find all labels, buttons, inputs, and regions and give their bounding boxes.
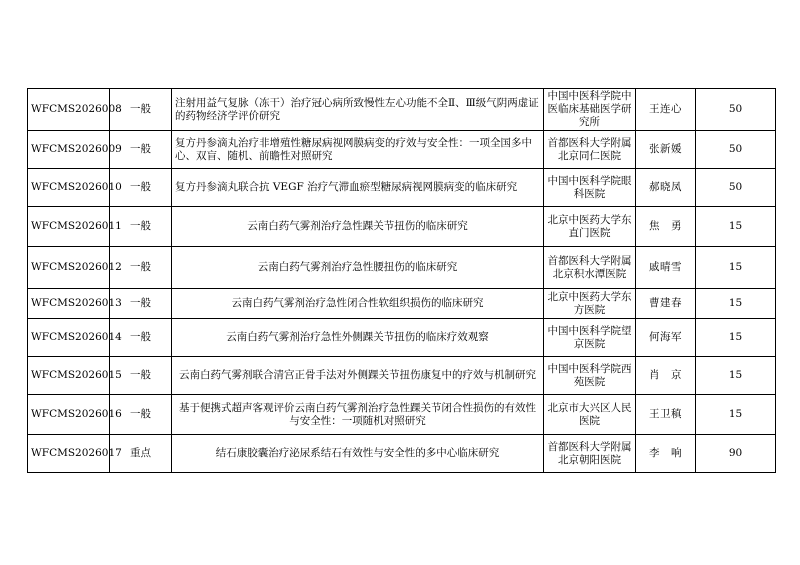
project-institution: 首都医科大学附属北京积水潭医院: [544, 247, 636, 289]
project-institution: 北京中医药大学东方医院: [544, 289, 636, 319]
project-funding: 15: [696, 357, 776, 395]
project-funding: 15: [696, 395, 776, 435]
project-funding: 50: [696, 169, 776, 207]
project-title: 注射用益气复脉（冻干）治疗冠心病所致慢性左心功能不全Ⅱ、Ⅲ级气阴两虚证的药物经济学评价研究: [172, 89, 544, 131]
project-institution: 中国中医科学院眼科医院: [544, 169, 636, 207]
project-title: 云南白药气雾剂联合清宫正骨手法对外侧踝关节扭伤康复中的疗效与机制研究: [172, 357, 544, 395]
project-category: 一般: [110, 89, 172, 131]
project-category: 一般: [110, 169, 172, 207]
table-row: [28, 395, 776, 435]
project-pi: 肖 京: [636, 357, 696, 395]
project-code: WFCMS2026008: [28, 89, 110, 131]
project-funding: 15: [696, 319, 776, 357]
project-category: 一般: [110, 319, 172, 357]
project-category: 一般: [110, 207, 172, 247]
project-institution: 北京中医药大学东直门医院: [544, 207, 636, 247]
table-row: [28, 357, 776, 395]
project-category: 一般: [110, 395, 172, 435]
project-funding: 90: [696, 435, 776, 473]
project-code: WFCMS2026011: [28, 207, 110, 247]
table-row: [28, 319, 776, 357]
project-title: 云南白药气雾剂治疗急性外侧踝关节扭伤的临床疗效观察: [172, 319, 544, 357]
project-category: 一般: [110, 357, 172, 395]
project-funding: 15: [696, 247, 776, 289]
project-title: 基于便携式超声客观评价云南白药气雾剂治疗急性踝关节闭合性损伤的有效性与安全性：一项随机对照研究: [172, 395, 544, 435]
project-code: WFCMS2026015: [28, 357, 110, 395]
project-code: WFCMS2026012: [28, 247, 110, 289]
project-institution: 中国中医科学院中医临床基础医学研究所: [544, 89, 636, 131]
project-title: 云南白药气雾剂治疗急性踝关节扭伤的临床研究: [172, 207, 544, 247]
project-institution: 首都医科大学附属北京同仁医院: [544, 131, 636, 169]
project-category: 重点: [110, 435, 172, 473]
project-title: 结石康胶囊治疗泌尿系结石有效性与安全性的多中心临床研究: [172, 435, 544, 473]
project-funding: 50: [696, 131, 776, 169]
project-code: WFCMS2026017: [28, 435, 110, 473]
project-title: 复方丹参滴丸治疗非增殖性糖尿病视网膜病变的疗效与安全性：一项全国多中心、双盲、随机、前瞻性对照研究: [172, 131, 544, 169]
project-title: 云南白药气雾剂治疗急性腰扭伤的临床研究: [172, 247, 544, 289]
project-funding: 15: [696, 289, 776, 319]
table-row: [28, 169, 776, 207]
project-funding: 50: [696, 89, 776, 131]
project-title: 云南白药气雾剂治疗急性闭合性软组织损伤的临床研究: [172, 289, 544, 319]
table-row: [28, 247, 776, 289]
project-pi: 焦 勇: [636, 207, 696, 247]
project-code: WFCMS2026009: [28, 131, 110, 169]
project-title: 复方丹参滴丸联合抗 VEGF 治疗气滞血瘀型糖尿病视网膜病变的临床研究: [172, 169, 544, 207]
project-pi: 王卫稹: [636, 395, 696, 435]
project-institution: 首都医科大学附属北京朝阳医院: [544, 435, 636, 473]
project-funding: 15: [696, 207, 776, 247]
project-category: 一般: [110, 247, 172, 289]
project-pi: 曹建春: [636, 289, 696, 319]
project-pi: 何海军: [636, 319, 696, 357]
project-pi: 郝晓凤: [636, 169, 696, 207]
project-pi: 李 响: [636, 435, 696, 473]
table-row: [28, 89, 776, 131]
project-pi: 张新媛: [636, 131, 696, 169]
table-row: [28, 131, 776, 169]
project-institution: 中国中医科学院望京医院: [544, 319, 636, 357]
project-institution: 中国中医科学院西苑医院: [544, 357, 636, 395]
project-code: WFCMS2026010: [28, 169, 110, 207]
project-code: WFCMS2026016: [28, 395, 110, 435]
project-institution: 北京市大兴区人民医院: [544, 395, 636, 435]
project-category: 一般: [110, 131, 172, 169]
project-pi: 戚晴雪: [636, 247, 696, 289]
table-row: [28, 289, 776, 319]
table-row: [28, 207, 776, 247]
table-row: [28, 435, 776, 473]
project-table: [27, 88, 776, 473]
project-category: 一般: [110, 289, 172, 319]
project-pi: 王连心: [636, 89, 696, 131]
project-code: WFCMS2026014: [28, 319, 110, 357]
project-code: WFCMS2026013: [28, 289, 110, 319]
